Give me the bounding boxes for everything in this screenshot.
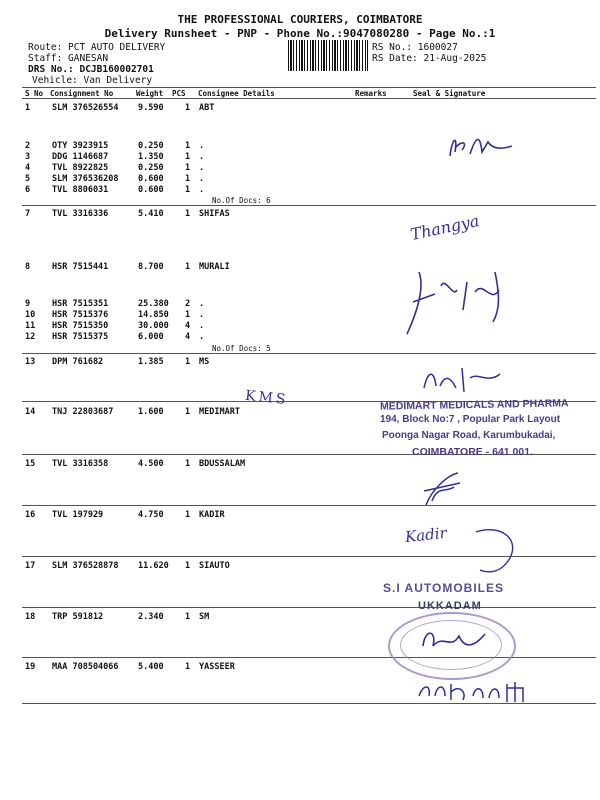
cell-cons: TVL 3316358 xyxy=(52,459,109,469)
cell-sno: 15 xyxy=(25,459,36,469)
rs-number: RS No.: 1600027 xyxy=(372,42,458,53)
cell-pcs: 1 xyxy=(185,612,191,622)
cell-consignee: MEDIMART xyxy=(199,407,240,417)
staff-label: Staff: GANESAN xyxy=(28,53,109,64)
cell-cons: HSR 7515351 xyxy=(52,299,109,309)
cell-consignee: . xyxy=(199,174,205,184)
cell-consignee: SHIFAS xyxy=(199,209,230,219)
cell-pcs: 1 xyxy=(185,163,191,173)
cell-cons: TVL 3316336 xyxy=(52,209,109,219)
cell-weight: 30.000 xyxy=(138,321,169,331)
cell-sno: 17 xyxy=(25,561,36,571)
cell-cons: SLM 376528878 xyxy=(52,561,119,571)
cell-consignee: MS xyxy=(199,357,210,367)
cell-sno: 18 xyxy=(25,612,36,622)
cell-weight: 4.500 xyxy=(138,459,164,469)
cell-weight: 0.250 xyxy=(138,163,164,173)
cell-cons: TVL 197929 xyxy=(52,510,104,520)
col-header-remarks: Remarks xyxy=(355,89,387,98)
cell-weight: 11.620 xyxy=(138,561,169,571)
col-header-seal-signature: Seal & Signature xyxy=(413,89,486,98)
cell-pcs: 1 xyxy=(185,662,191,672)
vehicle-label: Vehicle: Van Delivery xyxy=(32,75,153,86)
cell-pcs: 4 xyxy=(185,332,191,342)
signature-13 xyxy=(418,362,508,398)
cell-sno: 3 xyxy=(25,152,31,162)
cell-consignee: . xyxy=(199,321,205,331)
cell-consignee: MURALI xyxy=(199,262,230,272)
table-header-rule xyxy=(22,98,596,99)
cell-cons: HSR 7515375 xyxy=(52,332,109,342)
signature-15 xyxy=(418,465,468,513)
cell-weight: 5.410 xyxy=(138,209,164,219)
document-subtitle: Delivery Runsheet - PNP - Phone No.:9047080280 - Page No.:1 xyxy=(104,27,496,40)
cell-cons: TRP 591812 xyxy=(52,612,104,622)
cell-consignee: . xyxy=(199,185,205,195)
cell-consignee: . xyxy=(199,163,205,173)
group-separator xyxy=(22,505,596,506)
cell-weight: 0.250 xyxy=(138,141,164,151)
cell-consignee: SIAUTO xyxy=(199,561,230,571)
cell-weight: 0.600 xyxy=(138,174,164,184)
stamp-medimart-line2: 194, Block No:7 , Popular Park Layout xyxy=(380,414,561,425)
cell-cons: MAA 708504066 xyxy=(52,662,119,672)
cell-cons: DDG 1146687 xyxy=(52,152,109,162)
cell-pcs: 1 xyxy=(185,152,191,162)
rs-date: RS Date: 21-Aug-2025 xyxy=(372,53,487,64)
docs-count-note: No.Of Docs: 5 xyxy=(212,344,271,353)
stamp-medimart-line3: Poonga Nagar Road, Karumbukadai, xyxy=(382,430,556,441)
docs-count-note: No.Of Docs: 6 xyxy=(212,196,271,205)
col-header-weight: Weight xyxy=(136,89,164,98)
barcode xyxy=(288,40,368,71)
cell-weight: 1.350 xyxy=(138,152,164,162)
cell-sno: 16 xyxy=(25,510,36,520)
cell-pcs: 1 xyxy=(185,185,191,195)
signature-murali xyxy=(395,262,515,342)
route-label: Route: PCT AUTO DELIVERY xyxy=(28,42,166,53)
cell-cons: HSR 7515376 xyxy=(52,310,109,320)
cell-pcs: 1 xyxy=(185,103,191,113)
cell-pcs: 1 xyxy=(185,310,191,320)
cell-weight: 5.400 xyxy=(138,662,164,672)
cell-cons: SLM 376526554 xyxy=(52,103,119,113)
cell-sno: 12 xyxy=(25,332,36,342)
cell-pcs: 4 xyxy=(185,321,191,331)
cell-consignee: . xyxy=(199,299,205,309)
cell-weight: 4.750 xyxy=(138,510,164,520)
document-title: THE PROFESSIONAL COURIERS, COIMBATORE xyxy=(177,13,423,26)
cell-consignee: . xyxy=(199,152,205,162)
cell-cons: DPM 761682 xyxy=(52,357,104,367)
stamp-medimart-line1: MEDIMART MEDICALS AND PHARMA xyxy=(379,397,569,413)
cell-sno: 11 xyxy=(25,321,36,331)
col-header-pcs: PCS xyxy=(172,89,186,98)
cell-sno: 4 xyxy=(25,163,31,173)
cell-sno: 5 xyxy=(25,174,31,184)
stamp-siauto-line2: UKKADAM xyxy=(418,600,482,612)
cell-weight: 8.700 xyxy=(138,262,164,272)
signature-kadir: Kadir xyxy=(404,523,448,547)
cell-sno: 19 xyxy=(25,662,36,672)
stamp-medimart-line4: COIMBATORE - 641 001. xyxy=(412,446,533,458)
cell-consignee: BDUSSALAM xyxy=(199,459,246,469)
cell-sno: 1 xyxy=(25,103,31,113)
cell-weight: 2.340 xyxy=(138,612,164,622)
group-separator xyxy=(22,205,596,206)
signature-kadir-tail xyxy=(470,518,530,578)
cell-pcs: 2 xyxy=(185,299,191,309)
cell-weight: 6.000 xyxy=(138,332,164,342)
cell-consignee: YASSEER xyxy=(199,662,235,672)
col-header-sno: S No xyxy=(25,89,44,98)
cell-cons: TVL 8806031 xyxy=(52,185,109,195)
col-header-consignee: Consignee Details xyxy=(198,89,275,98)
signature-1 xyxy=(440,128,530,168)
cell-cons: HSR 7515350 xyxy=(52,321,109,331)
cell-consignee: ABT xyxy=(199,103,215,113)
group-separator xyxy=(22,607,596,608)
signature-17 xyxy=(415,620,495,660)
cell-pcs: 1 xyxy=(185,262,191,272)
signature-thanga: Thangya xyxy=(408,210,481,245)
col-header-consignment: Consignment No xyxy=(50,89,114,98)
cell-consignee: . xyxy=(199,141,205,151)
cell-sno: 6 xyxy=(25,185,31,195)
cell-cons: OTY 3923915 xyxy=(52,141,109,151)
cell-consignee: . xyxy=(199,310,205,320)
cell-consignee: KADIR xyxy=(199,510,225,520)
group-separator xyxy=(22,353,596,354)
cell-cons: HSR 7515441 xyxy=(52,262,109,272)
cell-consignee: . xyxy=(199,332,205,342)
cell-sno: 8 xyxy=(25,262,31,272)
cell-weight: 0.600 xyxy=(138,185,164,195)
cell-pcs: 1 xyxy=(185,407,191,417)
drs-number: DRS No.: DCJB160002701 xyxy=(28,64,154,75)
cell-sno: 7 xyxy=(25,209,31,219)
stamp-siauto-line1: S.I AUTOMOBILES xyxy=(383,581,505,595)
cell-sno: 9 xyxy=(25,299,31,309)
cell-cons: SLM 376536208 xyxy=(52,174,119,184)
cell-sno: 13 xyxy=(25,357,36,367)
cell-consignee: SM xyxy=(199,612,210,622)
cell-weight: 9.590 xyxy=(138,103,164,113)
cell-pcs: 1 xyxy=(185,459,191,469)
cell-pcs: 1 xyxy=(185,141,191,151)
cell-cons: TNJ 22803687 xyxy=(52,407,114,417)
cell-sno: 10 xyxy=(25,310,36,320)
cell-sno: 2 xyxy=(25,141,31,151)
signature-19 xyxy=(415,676,545,708)
cell-pcs: 1 xyxy=(185,510,191,520)
cell-weight: 25.380 xyxy=(138,299,169,309)
cell-pcs: 1 xyxy=(185,561,191,571)
handwritten-kms: KMS xyxy=(244,387,290,409)
cell-pcs: 1 xyxy=(185,209,191,219)
cell-sno: 14 xyxy=(25,407,36,417)
cell-pcs: 1 xyxy=(185,357,191,367)
cell-pcs: 1 xyxy=(185,174,191,184)
table-top-rule xyxy=(22,87,596,88)
cell-weight: 14.850 xyxy=(138,310,169,320)
cell-cons: TVL 8922825 xyxy=(52,163,109,173)
cell-weight: 1.600 xyxy=(138,407,164,417)
cell-weight: 1.385 xyxy=(138,357,164,367)
